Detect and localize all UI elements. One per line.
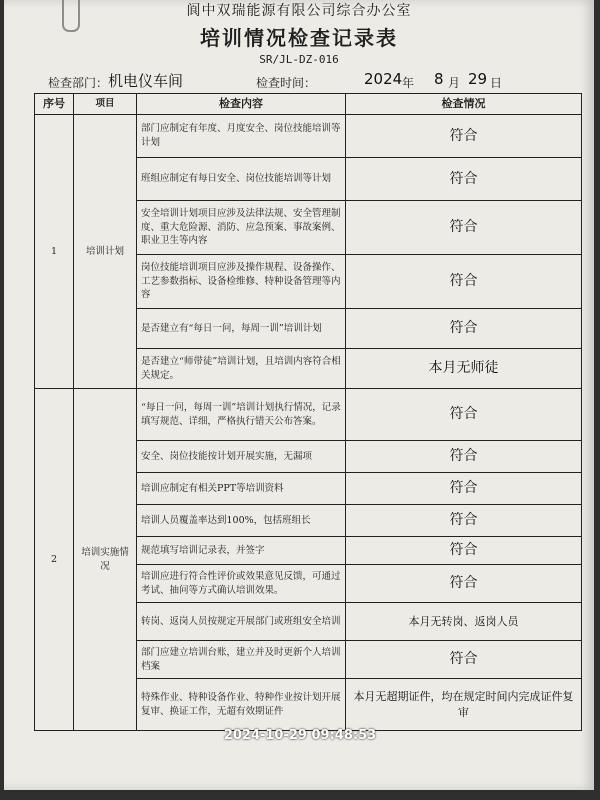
check-content: 是否建立“师带徒”培训计划，且培训内容符合相关规定。 bbox=[137, 349, 346, 389]
header-content: 检查内容 bbox=[137, 94, 346, 115]
group-item: 培训计划 bbox=[74, 115, 137, 389]
year-value: 2024 bbox=[364, 70, 403, 88]
check-content: 岗位技能培训项目应涉及操作规程、设备操作、工艺参数指标、设备检维修、特种设备管理等内容 bbox=[137, 255, 346, 309]
group-item: 培训实施情况 bbox=[74, 389, 137, 731]
month-value: 8 bbox=[434, 70, 444, 88]
group-number: 1 bbox=[35, 115, 74, 389]
check-content: 培训人员覆盖率达到100%，包括班组长 bbox=[137, 505, 346, 537]
table-header-row bbox=[35, 94, 582, 115]
header-result: 检查情况 bbox=[346, 94, 582, 115]
year-unit: 年 bbox=[402, 76, 415, 90]
check-result: 符合 bbox=[346, 115, 582, 158]
check-content: 转岗、返岗人员按规定开展部门或班组安全培训 bbox=[137, 603, 346, 641]
check-result: 符合 bbox=[346, 641, 582, 679]
check-result: 本月无师徒 bbox=[346, 349, 582, 389]
check-result: 符合 bbox=[346, 505, 582, 537]
check-content: 规范填写培训记录表，并签字 bbox=[137, 537, 346, 565]
check-result: 符合 bbox=[346, 255, 582, 309]
check-content: “每日一问，每周一训”培训计划执行情况，记录填写规范、详细，严格执行错天公布答案。 bbox=[137, 389, 346, 441]
check-content: 班组应制定有每日安全、岗位技能培训等计划 bbox=[137, 158, 346, 201]
company-name: 阆中双瑞能源有限公司综合办公室 bbox=[186, 3, 412, 19]
table-row bbox=[35, 115, 582, 158]
check-result: 符合 bbox=[346, 309, 582, 349]
header-item: 项目 bbox=[74, 94, 137, 115]
check-content: 安全培训计划项目应涉及法律法规、安全管理制度、重大危险源、消防、应急预案、事故案例、职业卫生等内容 bbox=[137, 201, 346, 255]
inspection-table bbox=[34, 93, 582, 731]
check-result: 符合 bbox=[346, 473, 582, 505]
header-no: 序号 bbox=[35, 94, 74, 115]
check-content: 培训应进行符合性评价或效果意见反馈，可通过考试、抽问等方式确认培训效果。 bbox=[137, 565, 346, 603]
check-result: 符合 bbox=[346, 537, 582, 565]
dept-label: 检查部门： bbox=[48, 76, 109, 90]
form-code: SR/JL-DZ-016 bbox=[259, 53, 339, 66]
check-result: 符合 bbox=[346, 389, 582, 441]
check-content: 安全、岗位技能按计划开展实施，无漏项 bbox=[137, 441, 346, 473]
check-result: 符合 bbox=[346, 441, 582, 473]
check-result: 符合 bbox=[346, 201, 582, 255]
check-content: 部门应建立培训台账，建立并及时更新个人培训档案 bbox=[137, 641, 346, 679]
time-label: 检查时间： bbox=[256, 76, 317, 90]
group-number: 2 bbox=[35, 389, 74, 731]
form-title: 培训情况检查记录表 bbox=[200, 26, 398, 50]
check-content: 是否建立有“每日一问，每周一训”培训计划 bbox=[137, 309, 346, 349]
document-paper bbox=[4, 0, 594, 790]
check-result: 本月无超期证件，均在规定时间内完成证件复审 bbox=[346, 679, 582, 731]
day-unit: 日 bbox=[490, 76, 503, 90]
table-row bbox=[35, 389, 582, 441]
timestamp-watermark: 2024-10-29 09:48:53 bbox=[223, 728, 377, 743]
check-content: 部门应制定有年度、月度安全、岗位技能培训等计划 bbox=[137, 115, 346, 158]
month-unit: 月 bbox=[448, 76, 461, 90]
check-result: 本月无转岗、返岗人员 bbox=[346, 603, 582, 641]
check-content: 培训应制定有相关PPT等培训资料 bbox=[137, 473, 346, 505]
day-value: 29 bbox=[468, 70, 488, 88]
dept-value: 机电仪车间 bbox=[108, 72, 184, 90]
check-content: 特殊作业、特种设备作业、特种作业按计划开展复审、换证工作，无超有效期证件 bbox=[137, 679, 346, 731]
check-result: 符合 bbox=[346, 565, 582, 603]
check-result: 符合 bbox=[346, 158, 582, 201]
